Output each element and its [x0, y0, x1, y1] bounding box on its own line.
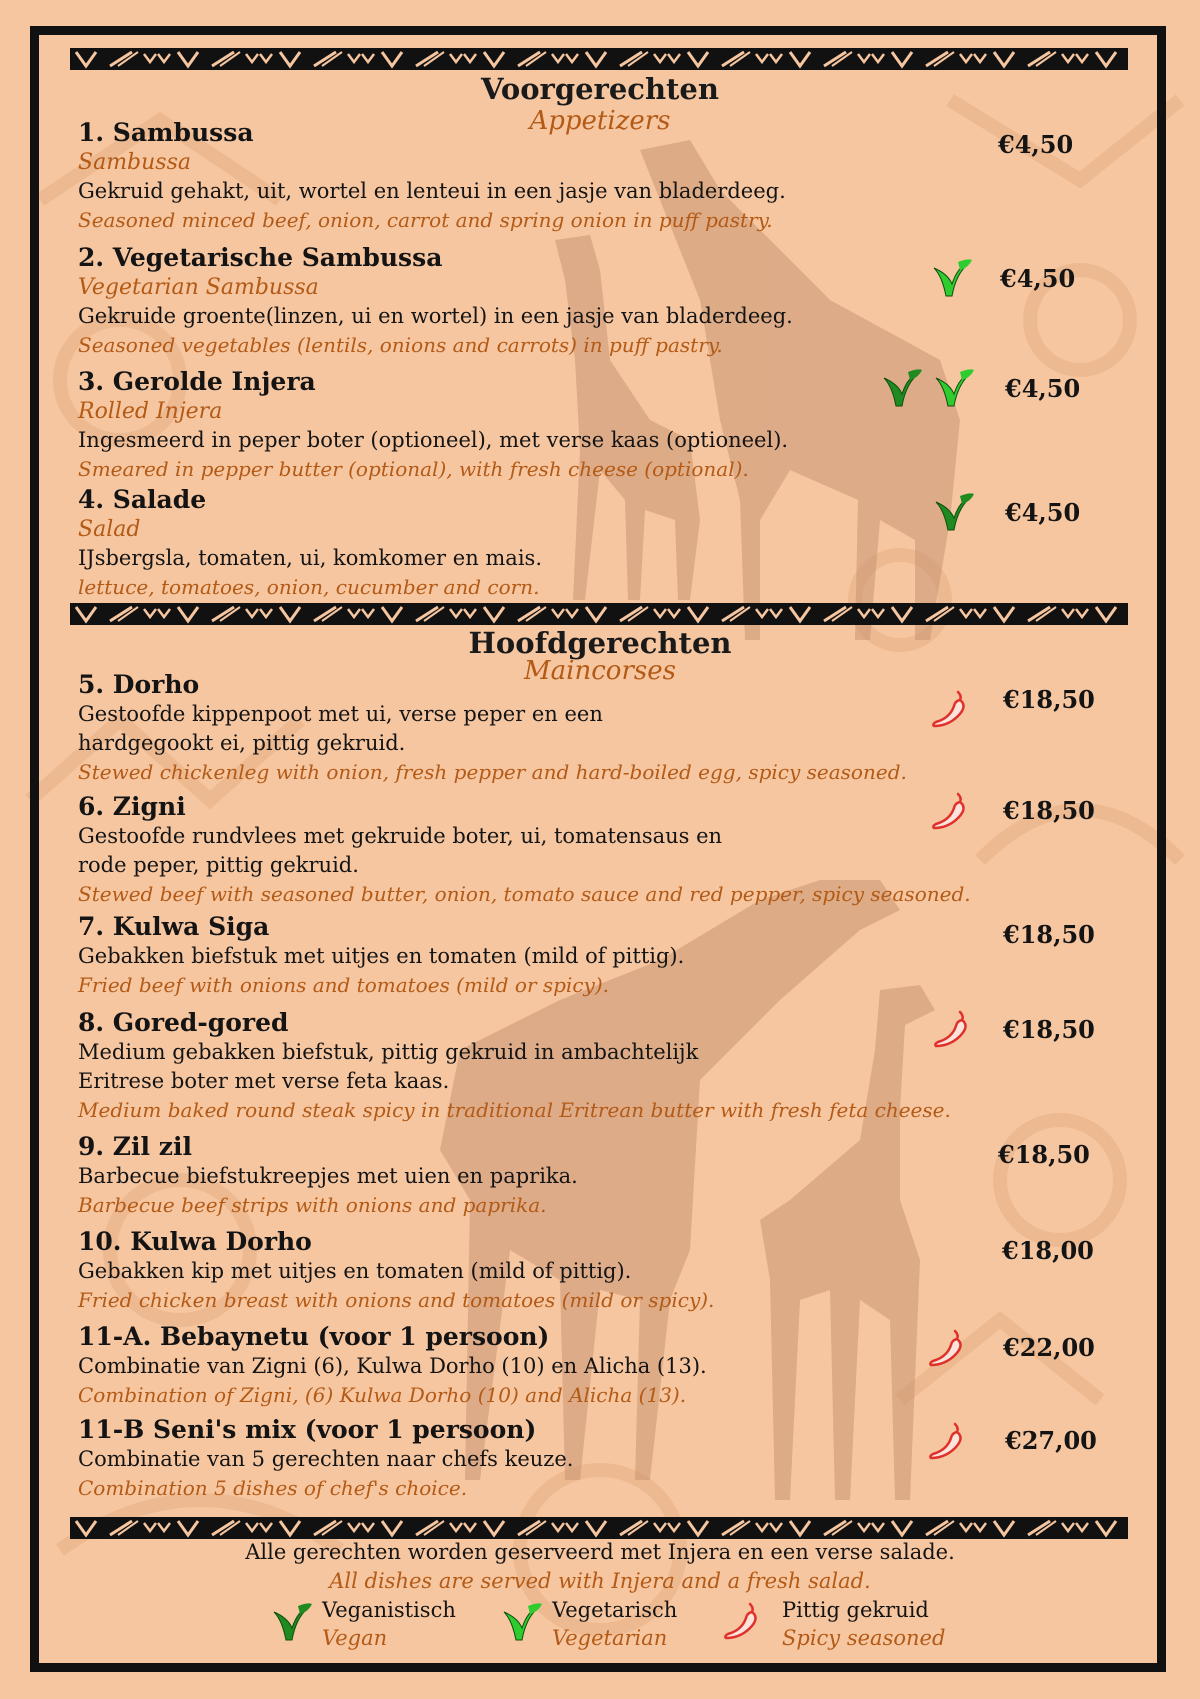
- item-english-description: Seasoned minced beef, onion, carrot and spring onion in puff pastry.: [78, 208, 773, 232]
- item-price: €27,00: [1005, 1426, 1097, 1455]
- item-description: Medium gebakken biefstuk, pittig gekruid in ambachtelijk: [78, 1040, 699, 1064]
- appetizers-heading: Voorgerechten: [481, 72, 719, 106]
- legend-spicy: [782, 1596, 945, 1652]
- item-price: €4,50: [1000, 264, 1076, 293]
- item-name: 10. Kulwa Dorho: [78, 1227, 312, 1256]
- legend-label-english: Spicy seasoned: [782, 1626, 946, 1650]
- tribal-band-top: [70, 48, 1128, 70]
- item-english-description: Combination 5 dishes of chef's choice.: [78, 1476, 468, 1500]
- maincourses-heading: Hoofdgerechten: [468, 626, 732, 660]
- item-name: 5. Dorho: [78, 670, 200, 699]
- vegan-icon: [268, 1600, 314, 1646]
- menu-item: [78, 1227, 1038, 1315]
- item-english-description: Seasoned vegetables (lentils, onions and carrots) in puff pastry.: [78, 333, 723, 357]
- item-description: hardgegookt ei, pittig gekruid.: [78, 731, 406, 755]
- item-english-description: Barbecue beef strips with onions and paprika.: [78, 1193, 547, 1217]
- item-name: 7. Kulwa Siga: [78, 912, 270, 941]
- item-description: Gestoofde kippenpoot met ui, verse peper en een: [78, 702, 603, 726]
- item-name: 1. Sambussa: [78, 118, 254, 147]
- item-english-description: Fried beef with onions and tomatoes (mild or spicy).: [78, 973, 609, 997]
- menu-item: [78, 1008, 1038, 1125]
- legend-label: Pittig gekruid: [782, 1598, 929, 1622]
- item-description: Eritrese boter met verse feta kaas.: [78, 1069, 450, 1093]
- item-description: Gekruid gehakt, uit, wortel en lenteui in een jasje van bladerdeeg.: [78, 179, 786, 203]
- item-english-description: Combination of Zigni, (6) Kulwa Dorho (10) and Alicha (13).: [78, 1383, 687, 1407]
- item-name: 8. Gored-gored: [78, 1008, 289, 1037]
- item-name: 4. Salade: [78, 485, 207, 514]
- item-price: €18,50: [1003, 685, 1095, 714]
- legend-label-english: Vegan: [322, 1626, 388, 1650]
- tribal-band-bottom: [70, 1517, 1128, 1539]
- maincourses-subheading: Maincorses: [524, 656, 676, 686]
- item-english-description: Fried chicken breast with onions and tomatoes (mild or spicy).: [78, 1288, 715, 1312]
- item-name: 9. Zil zil: [78, 1132, 192, 1161]
- item-english-description: Smeared in pepper butter (optional), with fresh cheese (optional).: [78, 457, 749, 481]
- menu-item: [78, 243, 1038, 360]
- legend-label-english: Vegetarian: [552, 1626, 668, 1650]
- item-description: Gekruide groente(linzen, ui en wortel) in een jasje van bladerdeeg.: [78, 304, 793, 328]
- item-english-name: Vegetarian Sambussa: [78, 275, 319, 300]
- item-price: €18,00: [1002, 1236, 1094, 1265]
- item-description: IJsbergsla, tomaten, ui, komkomer en mais.: [78, 546, 542, 570]
- item-price: €22,00: [1003, 1333, 1095, 1362]
- tribal-band-middle: [70, 603, 1128, 625]
- item-name: 2. Vegetarische Sambussa: [78, 243, 443, 272]
- item-english-name: Sambussa: [78, 150, 191, 175]
- item-english-description: Medium baked round steak spicy in traditional Eritrean butter with fresh feta cheese.: [78, 1098, 951, 1122]
- vegetarian-icon: [498, 1600, 544, 1646]
- menu-item: [78, 670, 1038, 787]
- item-description: Combinatie van 5 gerechten naar chefs keuze.: [78, 1447, 574, 1471]
- spicy-icon: [720, 1598, 766, 1644]
- menu-item: [78, 1132, 1038, 1220]
- item-price: €4,50: [998, 130, 1074, 159]
- item-price: €18,50: [1003, 920, 1095, 949]
- legend-label: Vegetarisch: [552, 1598, 678, 1622]
- spicy-icon: [930, 1006, 976, 1052]
- item-english-description: Stewed chickenleg with onion, fresh pepper and hard-boiled egg, spicy seasoned.: [78, 760, 907, 784]
- item-description: Barbecue biefstukreepjes met uien en paprika.: [78, 1164, 578, 1188]
- spicy-icon: [925, 1418, 971, 1464]
- item-name: 6. Zigni: [78, 792, 186, 821]
- item-description: Gebakken biefstuk met uitjes en tomaten (mild of pittig).: [78, 944, 685, 968]
- item-description: Combinatie van Zigni (6), Kulwa Dorho (10) en Alicha (13).: [78, 1354, 707, 1378]
- item-price: €4,50: [1005, 498, 1081, 527]
- footer-note-english: All dishes are served with Injera and a fresh salad.: [329, 1569, 871, 1593]
- menu-item: [78, 1322, 1038, 1410]
- vegan-icon: [878, 366, 924, 412]
- item-name: 11-B Seni's mix (voor 1 persoon): [78, 1415, 537, 1444]
- menu-item: [78, 792, 1038, 909]
- item-price: €4,50: [1005, 374, 1081, 403]
- item-description: Gebakken kip met uitjes en tomaten (mild of pittig).: [78, 1259, 632, 1283]
- vegan-icon: [930, 490, 976, 536]
- vegetarian-icon: [930, 366, 976, 412]
- legend-label: Veganistisch: [322, 1598, 456, 1622]
- menu-item: [78, 118, 1038, 235]
- item-price: €18,50: [998, 1140, 1090, 1169]
- item-name: 3. Gerolde Injera: [78, 367, 316, 396]
- item-description: rode peper, pittig gekruid.: [78, 853, 359, 877]
- vegetarian-icon: [928, 256, 974, 302]
- item-name: 11-A. Bebaynetu (voor 1 persoon): [78, 1322, 550, 1351]
- item-english-name: Rolled Injera: [78, 399, 223, 424]
- item-description: Ingesmeerd in peper boter (optioneel), met verse kaas (optioneel).: [78, 428, 789, 452]
- menu-item: [78, 912, 1038, 1000]
- spicy-icon: [928, 788, 974, 834]
- spicy-icon: [925, 1325, 971, 1371]
- item-description: Gestoofde rundvlees met gekruide boter, ui, tomatensaus en: [78, 824, 723, 848]
- menu-item: [78, 485, 1038, 602]
- item-price: €18,50: [1003, 796, 1095, 825]
- footer-note: Alle gerechten worden geserveerd met Injera en een verse salade.: [245, 1540, 955, 1564]
- legend-vegetarian: [552, 1596, 677, 1652]
- item-english-description: Stewed beef with seasoned butter, onion, tomato sauce and red pepper, spicy seasoned.: [78, 882, 971, 906]
- legend-vegan: [322, 1596, 456, 1652]
- menu-item: [78, 1415, 1038, 1503]
- item-english-description: lettuce, tomatoes, onion, cucumber and corn.: [78, 575, 540, 599]
- item-price: €18,50: [1003, 1015, 1095, 1044]
- spicy-icon: [928, 686, 974, 732]
- item-english-name: Salad: [78, 517, 141, 542]
- appetizers-subheading: Appetizers: [529, 106, 671, 136]
